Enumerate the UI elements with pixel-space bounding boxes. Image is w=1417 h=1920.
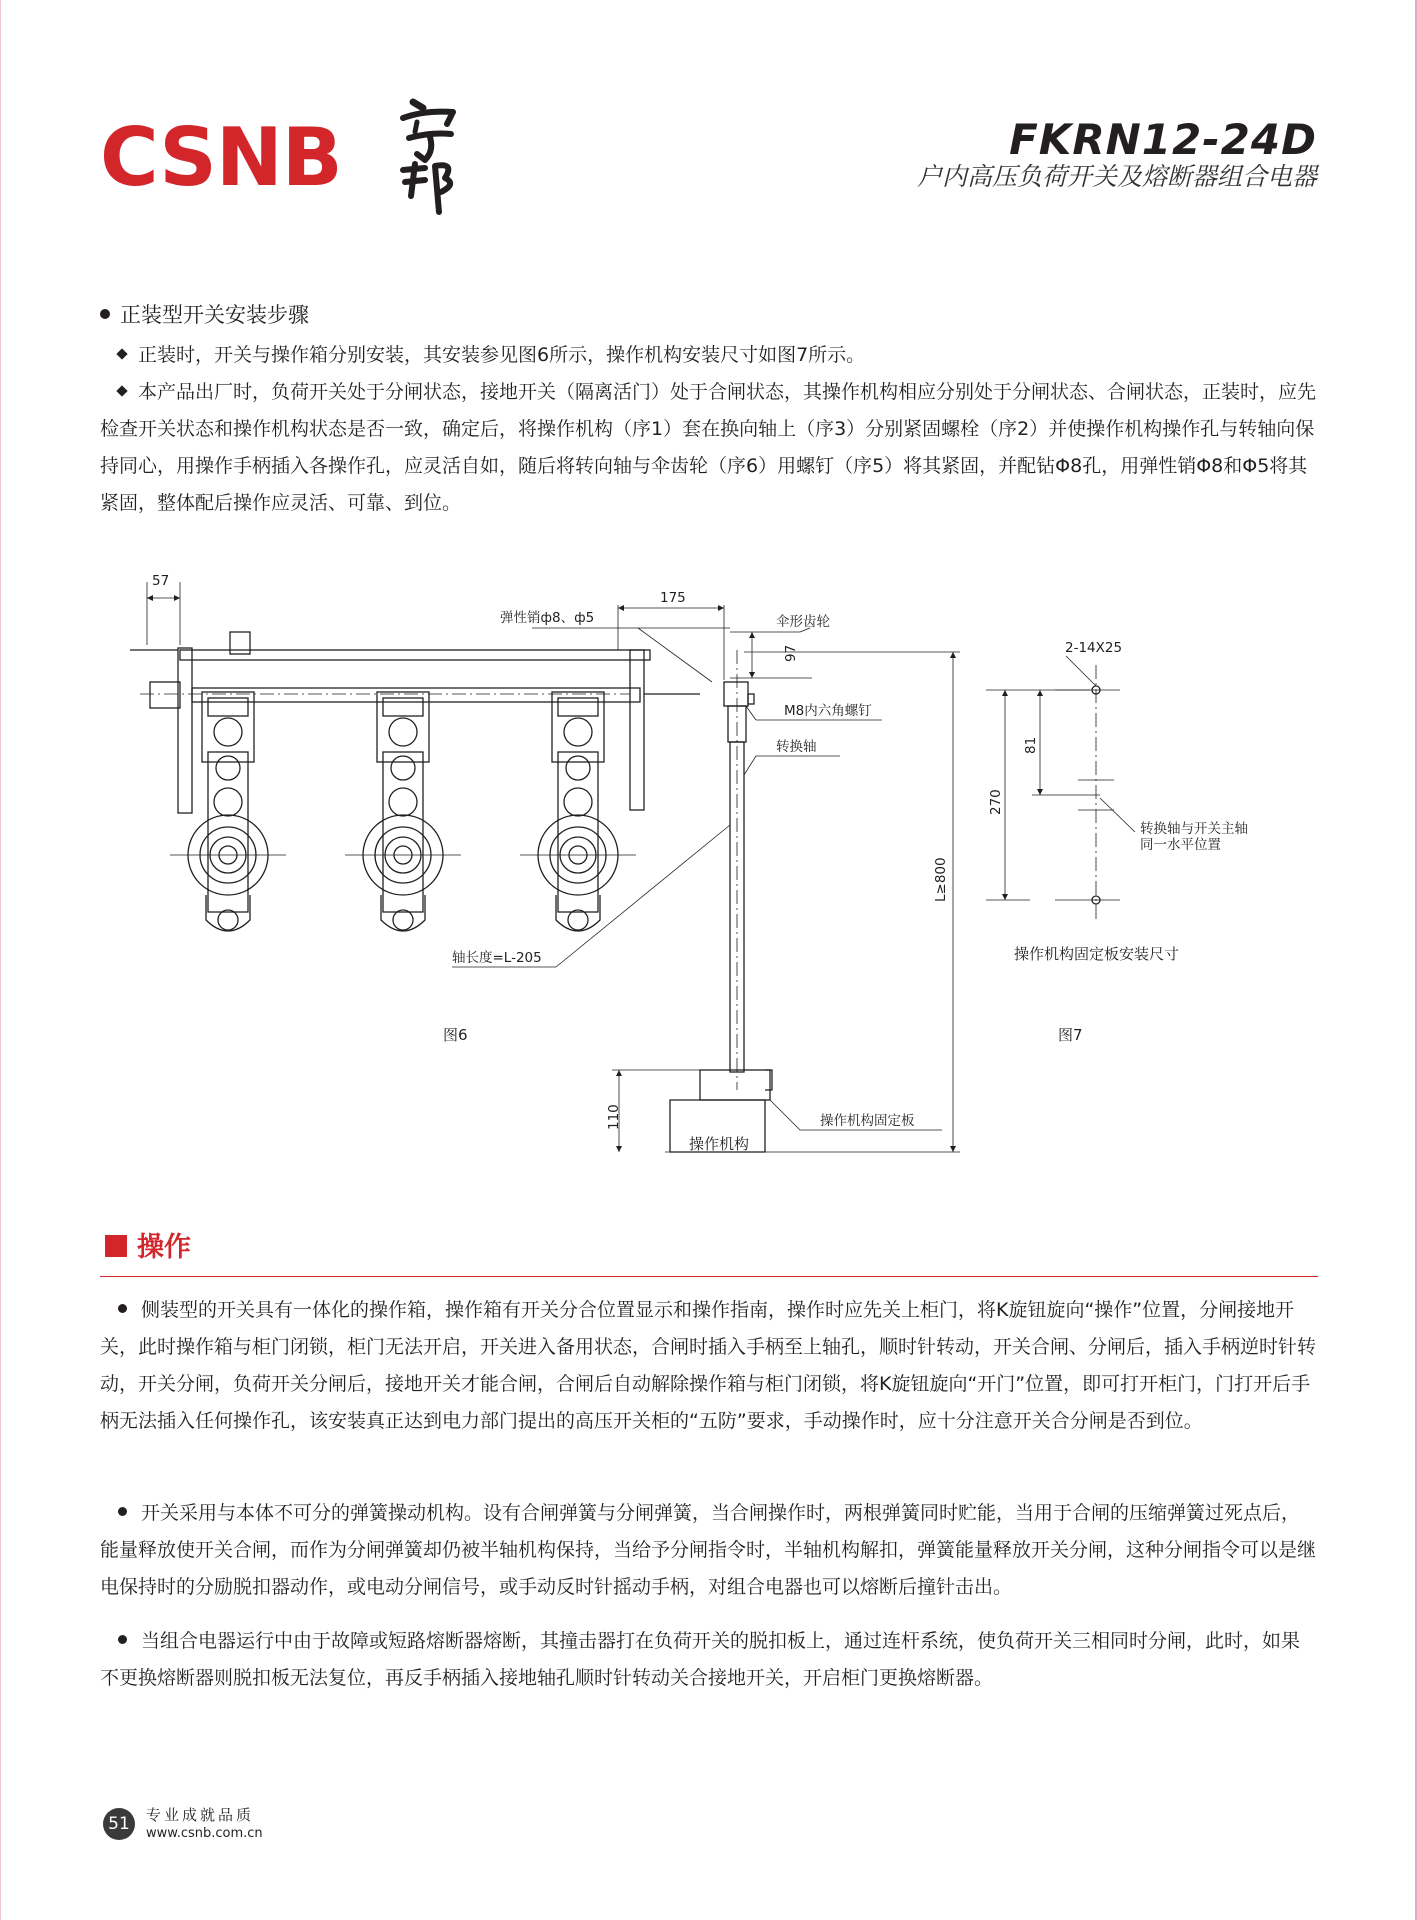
bullet-dot-icon [100, 309, 110, 319]
fig6-shaft-label: 转换轴 [776, 739, 817, 755]
product-model: FKRN12-24D [1009, 115, 1317, 164]
page-edge-left [0, 0, 1, 1920]
fig7-dim-270: 270 [988, 789, 1004, 815]
fig6-dim-175: 175 [660, 590, 686, 606]
fig6-bevel-gear-label: 伞形齿轮 [776, 614, 830, 630]
operation-divider [100, 1276, 1318, 1277]
bullet-dot-icon [118, 1304, 127, 1313]
red-square-icon [105, 1235, 127, 1257]
fig7-holes-label: 2-14X25 [1065, 640, 1123, 656]
footer-url: www.csnb.com.cn [146, 1826, 263, 1841]
footer-slogan: 专业成就品质 [146, 1806, 255, 1824]
fig6-shaft-length-label: 轴长度=L-205 [452, 950, 542, 966]
operation-bullet-3: 当组合电器运行中由于故障或短路熔断器熔断，其撞击器打在负荷开关的脱扣板上，通过连杆系统，使负荷开关三相同时分闸，此时，如果不更换熔断器则脱扣板无法复位，再反手柄插入接地轴孔顺时针转动关合接地开关，开启柜门更换熔断器。 [100, 1630, 1301, 1689]
fig7-dim-81: 81 [1023, 736, 1039, 754]
fig7-note-line-1: 转换轴与开关主轴 [1140, 821, 1248, 837]
fig6-caption: 图6 [443, 1026, 468, 1044]
fig6-pin-label: 弹性销ф8、ф5 [500, 610, 595, 626]
fig6-mechanism-label: 操作机构 [689, 1135, 750, 1153]
fig7-caption: 图7 [1058, 1026, 1083, 1044]
install-section-title: 正装型开关安装步骤 [100, 300, 309, 330]
fig6-dim-L: L≥800 [933, 857, 949, 902]
fig6-dim-97: 97 [783, 644, 799, 662]
fig6-dim-57: 57 [152, 573, 170, 589]
bullet-dot-icon [118, 1507, 127, 1516]
diamond-bullet-icon [116, 348, 127, 359]
bullet-dot-icon [118, 1635, 127, 1644]
brand-logo: CSNB [100, 111, 342, 204]
installation-diagram [100, 570, 1330, 1170]
fig7-note-line-2: 同一水平位置 [1140, 837, 1221, 853]
operation-heading: 操作 [105, 1230, 191, 1266]
fig6-dim-110: 110 [606, 1104, 622, 1130]
fig6-screw-label: M8内六角螺钉 [784, 703, 872, 719]
operation-bullet-1: 侧装型的开关具有一体化的操作箱，操作箱有开关分合位置显示和操作指南，操作时应先关上柜门，将K旋钮旋向“操作”位置，分闸接地开关，此时操作箱与柜门闭锁，柜门无法开启，开关进入备用状态，合闸时插入手柄至上轴孔，顺时针转动，开关合闸、分闸后，插入手柄逆时针转动，开关分闸，负荷开关分闸后，接地开关才能合闸，合闸后自动解除操作箱与柜门闭锁，将K旋钮旋向“开门”位置，即可打开柜门，门打开后手柄无法插入任何操作孔，该安装真正达到电力部门提出的高压开关柜的“五防”要求，手动操作时，应十分注意开关合分闸是否到位。 [100, 1299, 1317, 1432]
install-paragraph-2: 本产品出厂时，负荷开关处于分闸状态，接地开关（隔离活门）处于合闸状态，其操作机构相应分别处于分闸状态、合闸状态，正装时，应先检查开关状态和操作机构状态是否一致，确定后，将操作机构（序1）套在换向轴上（序3）分别紧固螺栓（序2）并使操作机构操作孔与转轴向保持同心，用操作手柄插入各操作孔，应灵活自如，随后将转向轴与伞齿轮（序6）用螺钉（序5）将其紧固，并配钻Φ8孔，用弹性销Φ8和Φ5将其紧固，整体配后操作应灵活、可靠、到位。 [100, 381, 1317, 514]
operation-bullet-2: 开关采用与本体不可分的弹簧操动机构。设有合闸弹簧与分闸弹簧，当合闸操作时，两根弹簧同时贮能，当用于合闸的压缩弹簧过死点后，能量释放使开关合闸，而作为分闸弹簧却仍被半轴机构保持，当给予分闸指令时，半轴机构解扣，弹簧能量释放开关分闸，这种分闸指令可以是继电保持时的分励脱扣器动作，或电动分闸信号，或手动反时针摇动手柄，对组合电器也可以熔断后撞针击出。 [100, 1502, 1317, 1598]
diamond-bullet-icon [116, 385, 127, 396]
install-paragraph-1: 正装时，开关与操作箱分别安装，其安装参见图6所示，操作机构安装尺寸如图7所示。 [100, 337, 1318, 374]
product-subtitle: 户内高压负荷开关及熔断器组合电器 [916, 162, 1317, 191]
fig7-title: 操作机构固定板安装尺寸 [1014, 945, 1180, 963]
fig6-plate-label: 操作机构固定板 [820, 1113, 915, 1129]
page-number: 51 [103, 1808, 135, 1840]
brand-calligraphy-logo [395, 88, 465, 218]
